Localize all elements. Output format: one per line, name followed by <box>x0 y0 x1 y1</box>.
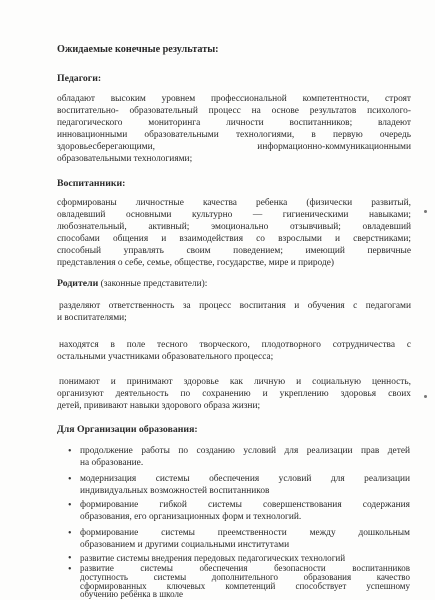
parents-heading-suffix: (законные представители): <box>98 279 208 289</box>
org-item-6-line-4: обучению ребёнка в школе <box>80 589 183 599</box>
parents-p3-line-3: детей, прививают навыки здорового образа жизни; <box>57 401 261 411</box>
scan-speck <box>424 210 427 213</box>
document-title: Ожидаемые конечные результаты: <box>57 44 219 55</box>
org-item-1-line-2: на образование. <box>80 458 144 468</box>
teachers-line-2: воспитательно- образовательный процесс на основе результатов психолого- <box>57 106 411 116</box>
teachers-line-4: инновационными образовательными технологиями, в первую очередь <box>57 130 411 140</box>
pupils-line-1: сформированы личностные качества ребенка (физически развитый, <box>57 198 411 208</box>
org-item-3-line-2: образования, его организационных форм и технологий. <box>80 512 302 522</box>
org-item-1-line-1: продолжение работы по созданию условий для реализации прав детей <box>80 446 410 456</box>
org-item-5-line-1: развитие системы внедрения передовых педагогических технологий <box>80 553 346 563</box>
bullet-icon: • <box>68 474 72 485</box>
bullet-icon: • <box>68 564 72 575</box>
teachers-line-6: образовательными технологиями; <box>57 154 193 164</box>
pupils-heading: Воспитанники: <box>57 178 126 189</box>
pupils-line-3: любознательный, активный; эмоционально отзывчивый; овладевший <box>57 222 411 232</box>
org-item-4-line-2: образованием и другими социальными институтами <box>80 540 290 550</box>
org-item-6-line-2: доступность системы дополнительного образования качество <box>80 572 410 582</box>
pupils-line-6: представления о себе, семье, обществе, государстве, мире и природе) <box>57 258 335 268</box>
pupils-line-2: овладевший основными культурно — гигиеническими навыками; <box>57 210 411 220</box>
organization-heading: Для Организации образования: <box>57 424 198 435</box>
scan-speck <box>424 395 427 398</box>
parents-heading-row <box>57 278 207 290</box>
bullet-icon: • <box>68 446 72 457</box>
parents-p3-line-1: понимают и принимают здоровье как личную и социальную ценность, <box>59 377 411 387</box>
bullet-icon: • <box>68 553 72 564</box>
teachers-line-1: обладают высоким уровнем профессиональной компетентности, строят <box>57 94 411 104</box>
parents-p3-line-2: организуют деятельность по сохранению и укреплению здоровья своих <box>57 389 411 399</box>
org-item-4-line-1: формирование системы преемственности между дошкольным <box>80 528 410 538</box>
pupils-line-5: способный управлять своим поведением; имеющий первичные <box>57 246 411 256</box>
parents-p1-line-1: разделяют ответственность за процесс воспитания и обучения с педагогами <box>59 301 411 311</box>
parents-p2-line-2: остальными участниками образовательного процесса; <box>57 352 274 362</box>
org-item-6-line-1: развитие системы обеспечения безопасности воспитанников <box>80 563 410 573</box>
org-item-2-line-1: модернизация системы обеспечения условий для реализации <box>80 474 410 484</box>
pupils-line-4: способами общения и взаимодействия со взрослыми и сверстниками; <box>57 234 411 244</box>
parents-p2-line-1: находятся в поле тесного творческого, плодотворного сотрудничества с <box>59 340 411 350</box>
teachers-heading: Педагоги: <box>57 73 102 84</box>
parents-p1-line-2: и воспитателями; <box>57 313 127 323</box>
org-item-3-line-1: формирование гибкой системы совершенствования содержания <box>80 500 410 510</box>
org-item-6-line-3: сформированных ключевых компетенций способствует успешному <box>80 581 410 591</box>
teachers-line-3: педагогического мониторинга личности воспитанников; владеют <box>57 118 411 128</box>
parents-heading: Родители <box>57 278 99 289</box>
bullet-icon: • <box>68 500 72 511</box>
org-item-2-line-2: индивидуальных возможностей воспитанников <box>80 486 270 496</box>
teachers-line-5: здоровьесберегающими, информационно-коммуникационными <box>57 142 411 152</box>
bullet-icon: • <box>68 528 72 539</box>
